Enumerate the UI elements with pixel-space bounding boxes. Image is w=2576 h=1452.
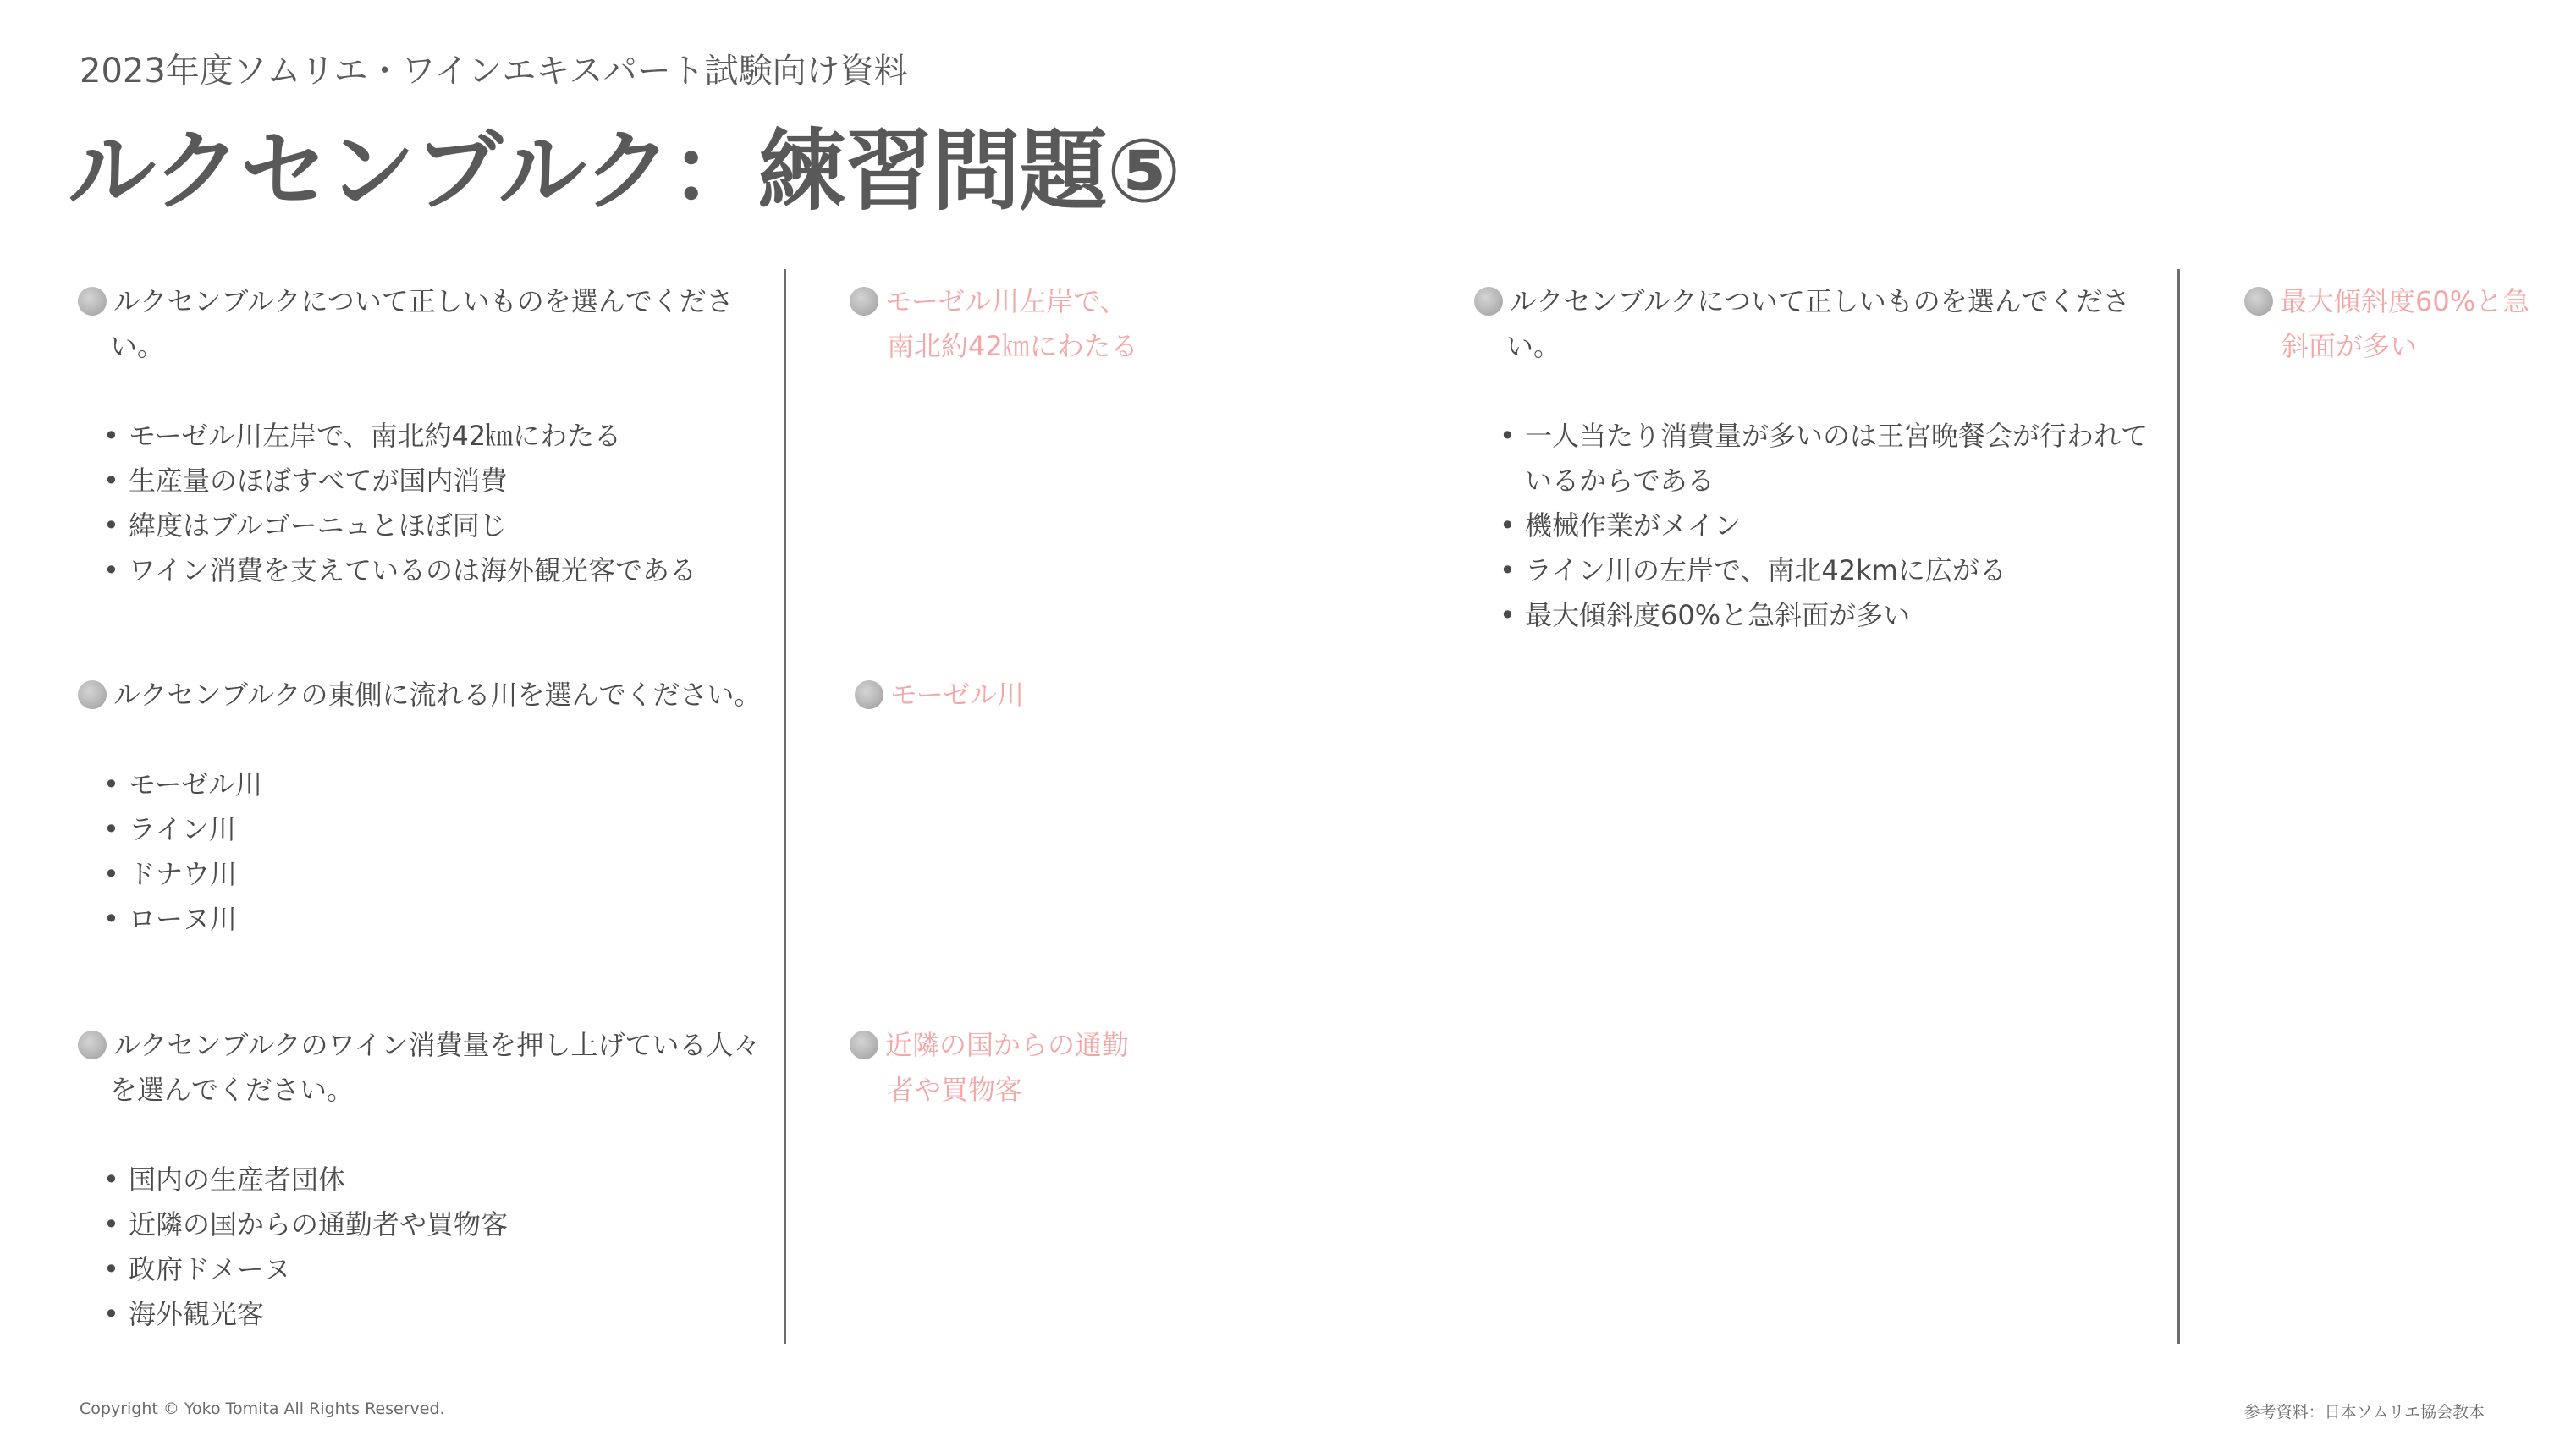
option-list: [80, 414, 757, 593]
option-item: • ドナウ川: [103, 852, 790, 897]
page-title: ルクセンブルク：練習問題⑤: [68, 119, 1181, 223]
option-item: • 機械作業がメイン: [1500, 503, 2161, 548]
question-bullet-icon: [1474, 287, 1503, 316]
page-subtitle: 2023年度ソムリエ・ワインエキスパート試験向け資料: [80, 52, 908, 91]
option-item: • 国内の生産者団体: [103, 1158, 777, 1202]
answer-text: モーゼル川左岸で、南北約42㎞にわたる: [885, 285, 1138, 362]
answer-text: モーゼル川: [890, 679, 1025, 711]
footer-copyright: Copyright © Yoko Tomita All Rights Reserved.: [80, 1400, 445, 1418]
option-item: • モーゼル川: [103, 762, 790, 807]
answer-2: [856, 673, 1230, 718]
answer-text: 近隣の国からの通勤者や買物客: [885, 1029, 1130, 1106]
question-text: ルクセンブルクのワイン消費量を押し上げている人々を選んでください。: [110, 1029, 761, 1106]
option-item: • 近隣の国からの通勤者や買物客: [103, 1202, 777, 1247]
option-item: • 海外観光客: [103, 1292, 777, 1337]
option-list: [80, 1158, 777, 1337]
option-item: • 最大傾斜度60%と急斜面が多い: [1500, 593, 2161, 638]
answer-text: 最大傾斜度60%と急斜面が多い: [2280, 285, 2530, 362]
option-item: • ワイン消費を支えているのは海外観光客である: [103, 548, 757, 593]
answer-1: [851, 279, 1141, 369]
option-item: • 生産量のほぼすべてが国内消費: [103, 459, 757, 503]
answer-bullet-icon: [850, 287, 878, 316]
divider-right: [2177, 269, 2180, 1344]
option-item: • ローヌ川: [103, 897, 790, 942]
option-item: • モーゼル川左岸で、南北約42㎞にわたる: [103, 414, 757, 459]
question-1: [80, 279, 757, 593]
question-text: ルクセンブルクについて正しいものを選んでください。: [1506, 285, 2130, 362]
option-item: • 政府ドメーヌ: [103, 1247, 777, 1292]
footer-reference: 参考資料：日本ソムリエ協会教本: [2243, 1403, 2485, 1422]
answer-bullet-icon: [850, 1031, 878, 1059]
option-item: • ライン川の左岸で、南北42kmに広がる: [1500, 548, 2161, 593]
question-bullet-icon: [78, 680, 107, 709]
option-item: • 緯度はブルゴーニュとほぼ同じ: [103, 503, 757, 548]
answer-bullet-icon: [855, 680, 883, 709]
question-4: [1476, 279, 2161, 638]
question-2: [80, 673, 790, 942]
option-list: [1476, 414, 2161, 638]
option-item: • ライン川: [103, 807, 790, 852]
question-bullet-icon: [78, 287, 107, 316]
answer-4: [2246, 279, 2535, 369]
question-3: [80, 1023, 777, 1337]
option-item: • 一人当たり消費量が多いのは王宮晩餐会が行われているからである: [1500, 414, 2161, 503]
question-text: ルクセンブルクについて正しいものを選んでください。: [110, 285, 734, 362]
answer-bullet-icon: [2244, 287, 2273, 316]
question-bullet-icon: [78, 1031, 107, 1059]
option-list: [80, 762, 790, 942]
answer-3: [851, 1023, 1132, 1113]
question-text: ルクセンブルクの東側に流れる川を選んでください。: [113, 679, 762, 711]
